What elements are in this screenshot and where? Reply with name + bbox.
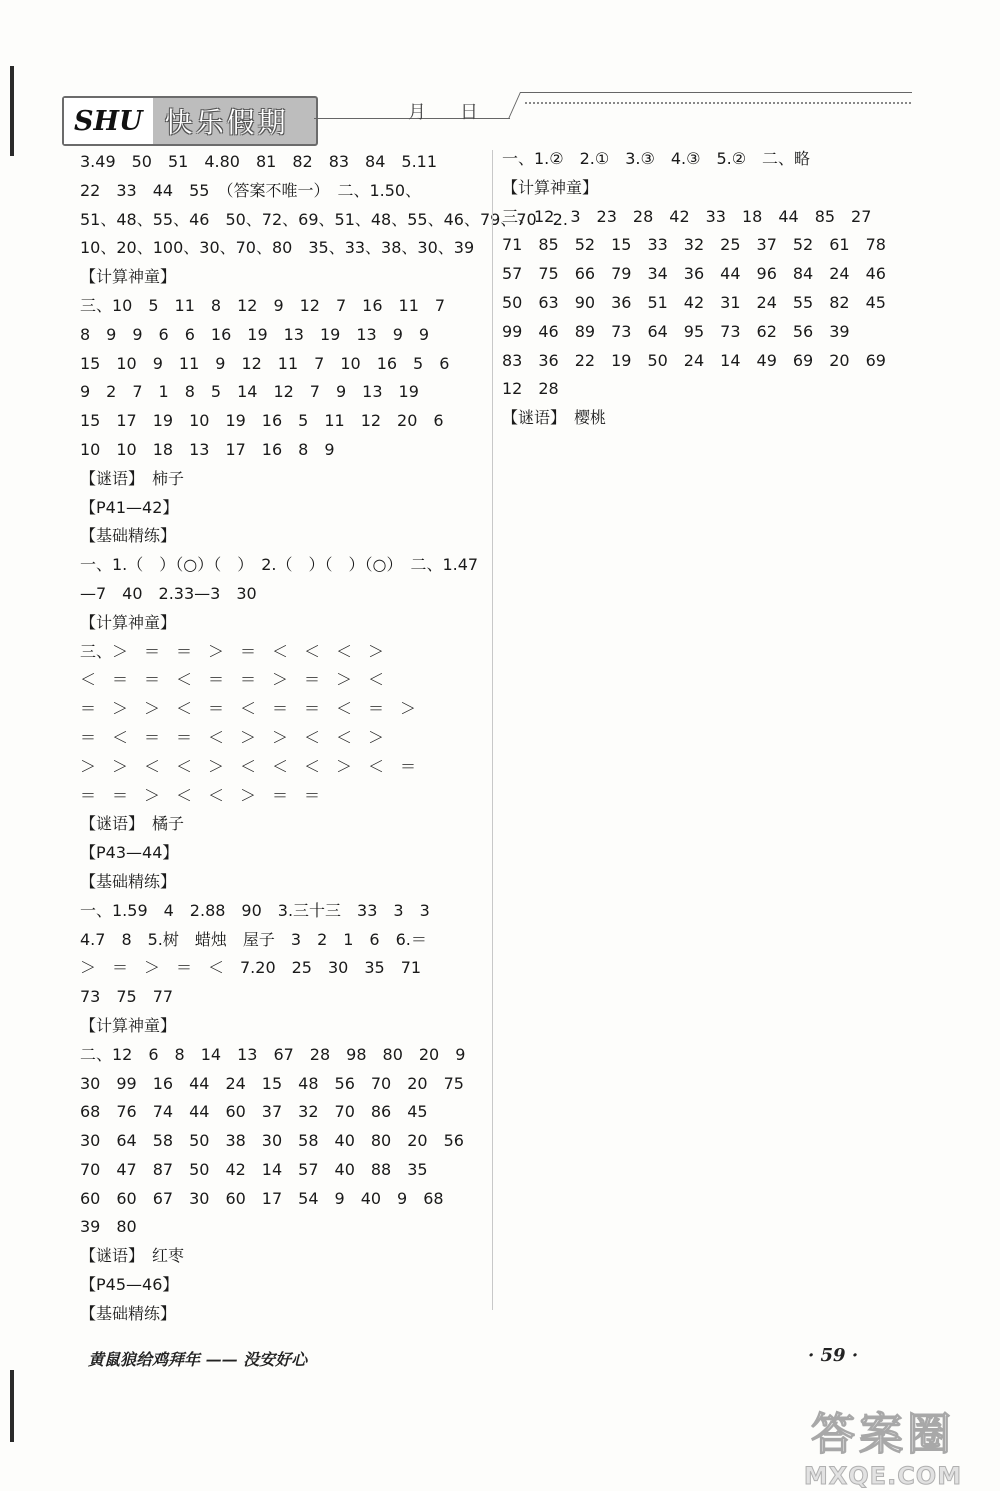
answer-line: 9 2 7 1 8 5 14 12 7 9 13 19 — [80, 382, 419, 402]
column-divider — [492, 150, 493, 1310]
answer-line: 15 10 9 11 9 12 11 7 10 16 5 6 — [80, 353, 450, 373]
answer-line: 【基础精练】 — [80, 871, 177, 891]
watermark-url: MXQE.COM — [803, 1462, 963, 1490]
answer-line: 【计算神童】 — [502, 177, 599, 197]
answer-line: 一、1.② 2.① 3.③ 4.③ 5.② 二、略 — [502, 149, 811, 168]
answer-line: 【计算神童】 — [80, 1015, 177, 1035]
answer-line: 71 85 52 15 33 32 25 37 52 61 78 — [502, 235, 886, 255]
logo-brand: SHU — [64, 98, 153, 144]
answer-line: 10、20、100、30、70、80 35、33、38、30、39 — [80, 238, 475, 258]
footer-slogan: 黄鼠狼给鸡拜年 —— 没安好心 — [88, 1350, 308, 1369]
answer-line: 39 80 — [80, 1217, 137, 1237]
answer-line: 10 10 18 13 17 16 8 9 — [80, 439, 335, 459]
answer-line: 68 76 74 44 60 37 32 70 86 45 — [80, 1102, 428, 1122]
answer-line: ＞ ＝ ＞ ＝ ＜ 7.20 25 30 35 71 — [80, 958, 422, 978]
header-logo — [62, 96, 318, 146]
binding-mark-bottom — [10, 1370, 14, 1442]
answer-line: 99 46 89 73 64 95 73 62 56 39 — [502, 321, 850, 341]
answer-line: 3.49 50 51 4.80 81 82 83 84 5.11 — [80, 152, 438, 171]
answer-line: 15 17 19 10 19 16 5 11 12 20 6 — [80, 411, 444, 431]
answer-line: ＜ ＝ ＝ ＜ ＝ ＝ ＞ ＝ ＞ ＜ — [80, 670, 385, 690]
answer-line: 【基础精练】 — [80, 1303, 177, 1323]
day-label: 日 — [460, 102, 478, 123]
watermark-logo — [778, 1398, 988, 1490]
answer-line: 57 75 66 79 34 36 44 96 84 24 46 — [502, 264, 886, 284]
header-rule-dotted — [520, 92, 912, 93]
answer-line: 三、12 3 23 28 42 33 18 44 85 27 — [502, 206, 872, 226]
answer-line: 【谜语】 红枣 — [80, 1246, 185, 1266]
answer-line: 二、12 6 8 14 13 67 28 98 80 20 9 — [80, 1044, 466, 1064]
answer-line: 30 99 16 44 24 15 48 56 70 20 75 — [80, 1073, 464, 1093]
answer-line: 【谜语】 樱桃 — [502, 408, 607, 428]
answer-line: 三、10 5 11 8 12 9 12 7 16 11 7 — [80, 295, 446, 315]
answer-line: 83 36 22 19 50 24 14 49 69 20 69 — [502, 350, 886, 370]
logo-title: 快乐假期 — [164, 106, 289, 139]
answer-line: 50 63 90 36 51 42 31 24 55 82 45 — [502, 292, 886, 312]
answer-line: 【计算神童】 — [80, 267, 177, 287]
answer-line: 【P45—46】 — [80, 1275, 179, 1295]
right-column — [502, 145, 912, 433]
answer-line: 22 33 44 55 （答案不唯一） 二、1.50、 — [80, 180, 422, 200]
answer-line: 【P41—42】 — [80, 497, 179, 517]
answer-line: 【基础精练】 — [80, 526, 177, 546]
binding-mark-top — [10, 66, 14, 156]
answer-line: ＝ ＞ ＞ ＜ ＝ ＜ ＝ ＝ ＜ ＝ ＞ — [80, 699, 417, 719]
answer-line: 8 9 9 6 6 16 19 13 19 13 9 9 — [80, 324, 430, 344]
page-number: · 59 · — [808, 1345, 859, 1366]
answer-line: 【P43—44】 — [80, 843, 179, 863]
month-label: 月 — [408, 102, 426, 123]
answer-line: 4.7 8 5.树 蜡烛 屋子 3 2 1 6 6.＝ — [80, 929, 427, 949]
answer-line: ＞ ＞ ＜ ＜ ＞ ＜ ＜ ＜ ＞ ＜ ＝ — [80, 756, 417, 776]
answer-line: 【谜语】 橘子 — [80, 814, 185, 834]
header-rule-dots — [525, 102, 911, 104]
answer-line: 一、1.59 4 2.88 90 3.三十三 33 3 3 — [80, 900, 430, 920]
answer-line: 12 28 — [502, 379, 559, 399]
answer-line: 【计算神童】 — [80, 612, 177, 632]
watermark-text: 答案圈 — [811, 1409, 955, 1460]
answer-line: 【谜语】 柿子 — [80, 468, 185, 488]
answer-line: ＝ ＜ ＝ ＝ ＜ ＞ ＞ ＜ ＜ ＞ — [80, 727, 385, 747]
answer-line: 73 75 77 — [80, 987, 174, 1007]
answer-line: —7 40 2.33—3 30 — [80, 583, 257, 603]
answer-line: 30 64 58 50 38 30 58 40 80 20 56 — [80, 1131, 464, 1151]
answer-line: 60 60 67 30 60 17 54 9 40 9 68 — [80, 1188, 444, 1208]
answer-line: 70 47 87 50 42 14 57 40 88 35 — [80, 1159, 428, 1179]
answer-line: 51、48、55、46 50、72、69、51、48、55、46、79、70 2. — [80, 209, 568, 229]
header-rule-slant — [508, 92, 521, 119]
answer-line: ＝ ＝ ＞ ＜ ＜ ＞ ＝ ＝ — [80, 785, 321, 805]
answer-line: 一、1.（ ）（○）（ ） 2.（ ）（ ）（○） 二、1.47 — [80, 555, 479, 575]
answer-line: 三、＞ ＝ ＝ ＞ ＝ ＜ ＜ ＜ ＞ — [80, 641, 385, 661]
